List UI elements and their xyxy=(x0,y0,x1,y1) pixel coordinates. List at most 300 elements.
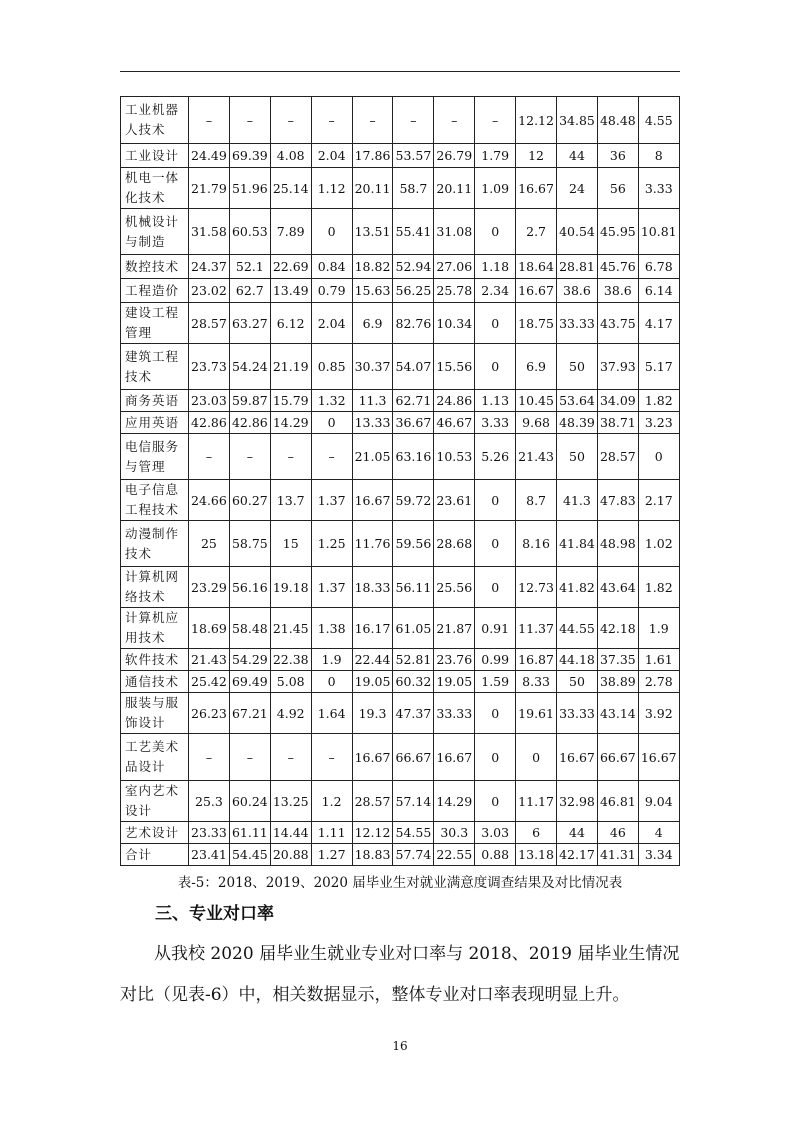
value-cell: 1.59 xyxy=(475,671,516,693)
value-cell: 8.7 xyxy=(516,480,557,521)
value-cell: 69.49 xyxy=(229,671,270,693)
table-row xyxy=(121,521,680,567)
value-cell: 8.33 xyxy=(516,671,557,693)
value-cell: 4.92 xyxy=(270,693,311,734)
value-cell: 53.64 xyxy=(557,390,598,412)
value-cell: 19.61 xyxy=(516,693,557,734)
table-row xyxy=(121,168,680,209)
major-name-cell: 机械设计与制造 xyxy=(121,209,189,255)
table-row xyxy=(121,844,680,866)
value-cell: 14.29 xyxy=(270,412,311,434)
value-cell: 56.25 xyxy=(393,279,434,303)
value-cell: 38.71 xyxy=(597,412,638,434)
value-cell: 25.78 xyxy=(434,279,475,303)
value-cell: 1.37 xyxy=(311,567,352,608)
table-row xyxy=(121,822,680,844)
value-cell: – xyxy=(270,434,311,480)
value-cell: 25.14 xyxy=(270,168,311,209)
value-cell: 42.17 xyxy=(557,844,598,866)
value-cell: 50 xyxy=(557,434,598,480)
value-cell: 23.61 xyxy=(434,480,475,521)
table-row xyxy=(121,434,680,480)
major-name-cell: 软件技术 xyxy=(121,649,189,671)
value-cell: 1.02 xyxy=(638,521,679,567)
value-cell: 37.93 xyxy=(597,344,638,390)
value-cell: 3.33 xyxy=(475,412,516,434)
table-row xyxy=(121,344,680,390)
value-cell: 1.25 xyxy=(311,521,352,567)
value-cell: 18.33 xyxy=(352,567,393,608)
value-cell: 50 xyxy=(557,344,598,390)
table-caption: 表-5：2018、2019、2020 届毕业生对就业满意度调查结果及对比情况表 xyxy=(177,875,623,891)
value-cell: 45.95 xyxy=(597,209,638,255)
major-name-cell: 机电一体化技术 xyxy=(121,168,189,209)
value-cell: 36 xyxy=(597,144,638,168)
table-row xyxy=(121,390,680,412)
header-rule xyxy=(120,71,680,72)
table-row xyxy=(121,734,680,781)
value-cell: 56.11 xyxy=(393,567,434,608)
value-cell: 60.27 xyxy=(229,480,270,521)
value-cell: 23.33 xyxy=(189,822,230,844)
value-cell: – xyxy=(229,97,270,144)
value-cell: 28.68 xyxy=(434,521,475,567)
table-row xyxy=(121,303,680,344)
value-cell: 31.58 xyxy=(189,209,230,255)
value-cell: 57.14 xyxy=(393,781,434,822)
value-cell: 3.34 xyxy=(638,844,679,866)
value-cell: 1.38 xyxy=(311,608,352,649)
value-cell: 10.81 xyxy=(638,209,679,255)
value-cell: 2.78 xyxy=(638,671,679,693)
major-name-cell: 工业设计 xyxy=(121,144,189,168)
table-row xyxy=(121,671,680,693)
table-row xyxy=(121,480,680,521)
value-cell: 33.33 xyxy=(434,693,475,734)
value-cell: 33.33 xyxy=(557,693,598,734)
value-cell: 38.6 xyxy=(597,279,638,303)
major-name-cell: 室内艺术设计 xyxy=(121,781,189,822)
value-cell: 28.57 xyxy=(352,781,393,822)
value-cell: 1.9 xyxy=(638,608,679,649)
value-cell: 54.45 xyxy=(229,844,270,866)
value-cell: 16.67 xyxy=(352,734,393,781)
value-cell: 21.45 xyxy=(270,608,311,649)
major-name-cell: 通信技术 xyxy=(121,671,189,693)
value-cell: 6.12 xyxy=(270,303,311,344)
value-cell: 14.29 xyxy=(434,781,475,822)
value-cell: 57.74 xyxy=(393,844,434,866)
major-name-cell: 数控技术 xyxy=(121,255,189,279)
value-cell: 1.61 xyxy=(638,649,679,671)
value-cell: 54.24 xyxy=(229,344,270,390)
value-cell: 25.42 xyxy=(189,671,230,693)
value-cell: 9.68 xyxy=(516,412,557,434)
value-cell: 1.64 xyxy=(311,693,352,734)
value-cell: 63.16 xyxy=(393,434,434,480)
value-cell: 18.69 xyxy=(189,608,230,649)
value-cell: 0 xyxy=(475,567,516,608)
value-cell: 3.23 xyxy=(638,412,679,434)
value-cell: 6.9 xyxy=(352,303,393,344)
value-cell: 41.31 xyxy=(597,844,638,866)
major-name-cell: 合计 xyxy=(121,844,189,866)
value-cell: 11.76 xyxy=(352,521,393,567)
value-cell: 8 xyxy=(638,144,679,168)
value-cell: – xyxy=(270,97,311,144)
value-cell: – xyxy=(311,97,352,144)
value-cell: 36.67 xyxy=(393,412,434,434)
table-row xyxy=(121,412,680,434)
value-cell: 5.26 xyxy=(475,434,516,480)
value-cell: 28.81 xyxy=(557,255,598,279)
value-cell: 20.11 xyxy=(352,168,393,209)
value-cell: 1.2 xyxy=(311,781,352,822)
value-cell: 0.99 xyxy=(475,649,516,671)
value-cell: 60.24 xyxy=(229,781,270,822)
value-cell: 32.98 xyxy=(557,781,598,822)
value-cell: 27.06 xyxy=(434,255,475,279)
value-cell: 48.39 xyxy=(557,412,598,434)
value-cell: 0 xyxy=(516,734,557,781)
value-cell: 1.27 xyxy=(311,844,352,866)
value-cell: 22.38 xyxy=(270,649,311,671)
value-cell: 17.86 xyxy=(352,144,393,168)
value-cell: 23.29 xyxy=(189,567,230,608)
value-cell: 11.37 xyxy=(516,608,557,649)
table-row xyxy=(121,649,680,671)
value-cell: 0 xyxy=(638,434,679,480)
value-cell: 4.08 xyxy=(270,144,311,168)
value-cell: 1.82 xyxy=(638,567,679,608)
value-cell: 46 xyxy=(597,822,638,844)
value-cell: 28.57 xyxy=(597,434,638,480)
value-cell: 45.76 xyxy=(597,255,638,279)
value-cell: 0.85 xyxy=(311,344,352,390)
value-cell: 1.09 xyxy=(475,168,516,209)
value-cell: 44.55 xyxy=(557,608,598,649)
value-cell: 2.17 xyxy=(638,480,679,521)
value-cell: 56.16 xyxy=(229,567,270,608)
value-cell: 0 xyxy=(311,412,352,434)
major-name-cell: 工程造价 xyxy=(121,279,189,303)
value-cell: 30.3 xyxy=(434,822,475,844)
value-cell: 23.76 xyxy=(434,649,475,671)
value-cell: 54.29 xyxy=(229,649,270,671)
value-cell: 1.13 xyxy=(475,390,516,412)
value-cell: 15.56 xyxy=(434,344,475,390)
page-number: 16 xyxy=(392,1039,408,1053)
value-cell: 3.03 xyxy=(475,822,516,844)
value-cell: 42.18 xyxy=(597,608,638,649)
value-cell: 12.12 xyxy=(516,97,557,144)
value-cell: 2.34 xyxy=(475,279,516,303)
value-cell: 6.78 xyxy=(638,255,679,279)
value-cell: 26.79 xyxy=(434,144,475,168)
major-name-cell: 工业机器人技术 xyxy=(121,97,189,144)
value-cell: 1.11 xyxy=(311,822,352,844)
value-cell: 62.71 xyxy=(393,390,434,412)
value-cell: 0 xyxy=(475,781,516,822)
value-cell: 21.19 xyxy=(270,344,311,390)
value-cell: 41.82 xyxy=(557,567,598,608)
value-cell: 6 xyxy=(516,822,557,844)
value-cell: 13.18 xyxy=(516,844,557,866)
value-cell: 44 xyxy=(557,822,598,844)
value-cell: 24.37 xyxy=(189,255,230,279)
value-cell: 19.05 xyxy=(434,671,475,693)
value-cell: 5.08 xyxy=(270,671,311,693)
value-cell: 13.33 xyxy=(352,412,393,434)
value-cell: – xyxy=(393,97,434,144)
value-cell: 24.66 xyxy=(189,480,230,521)
major-name-cell: 艺术设计 xyxy=(121,822,189,844)
value-cell: 66.67 xyxy=(597,734,638,781)
value-cell: 16.67 xyxy=(434,734,475,781)
value-cell: 21.87 xyxy=(434,608,475,649)
value-cell: 1.12 xyxy=(311,168,352,209)
value-cell: 21.79 xyxy=(189,168,230,209)
value-cell: 63.27 xyxy=(229,303,270,344)
value-cell: 2.04 xyxy=(311,303,352,344)
value-cell: 16.67 xyxy=(516,279,557,303)
value-cell: 22.44 xyxy=(352,649,393,671)
value-cell: 82.76 xyxy=(393,303,434,344)
major-name-cell: 建筑工程技术 xyxy=(121,344,189,390)
value-cell: 11.3 xyxy=(352,390,393,412)
value-cell: 19.3 xyxy=(352,693,393,734)
value-cell: 31.08 xyxy=(434,209,475,255)
satisfaction-table xyxy=(120,96,680,866)
value-cell: 0 xyxy=(475,734,516,781)
value-cell: 51.96 xyxy=(229,168,270,209)
value-cell: 26.23 xyxy=(189,693,230,734)
value-cell: – xyxy=(352,97,393,144)
value-cell: 59.56 xyxy=(393,521,434,567)
value-cell: 55.41 xyxy=(393,209,434,255)
value-cell: 0 xyxy=(311,209,352,255)
value-cell: 0 xyxy=(475,480,516,521)
value-cell: 43.64 xyxy=(597,567,638,608)
value-cell: 50 xyxy=(557,671,598,693)
value-cell: – xyxy=(475,97,516,144)
value-cell: 28.57 xyxy=(189,303,230,344)
value-cell: 25.3 xyxy=(189,781,230,822)
value-cell: 9.04 xyxy=(638,781,679,822)
value-cell: 23.02 xyxy=(189,279,230,303)
value-cell: 4.55 xyxy=(638,97,679,144)
major-name-cell: 建设工程管理 xyxy=(121,303,189,344)
value-cell: 1.79 xyxy=(475,144,516,168)
value-cell: 48.48 xyxy=(597,97,638,144)
value-cell: 16.67 xyxy=(638,734,679,781)
value-cell: 34.09 xyxy=(597,390,638,412)
value-cell: 43.14 xyxy=(597,693,638,734)
value-cell: – xyxy=(229,434,270,480)
value-cell: 38.89 xyxy=(597,671,638,693)
value-cell: 0.88 xyxy=(475,844,516,866)
table-row xyxy=(121,567,680,608)
table-row xyxy=(121,209,680,255)
value-cell: 16.67 xyxy=(352,480,393,521)
value-cell: 13.49 xyxy=(270,279,311,303)
value-cell: 24.49 xyxy=(189,144,230,168)
value-cell: 18.82 xyxy=(352,255,393,279)
value-cell: 1.32 xyxy=(311,390,352,412)
value-cell: 43.75 xyxy=(597,303,638,344)
value-cell: – xyxy=(311,734,352,781)
value-cell: 20.11 xyxy=(434,168,475,209)
table-row xyxy=(121,97,680,144)
value-cell: 1.37 xyxy=(311,480,352,521)
value-cell: 12.12 xyxy=(352,822,393,844)
value-cell: 0.91 xyxy=(475,608,516,649)
value-cell: 47.83 xyxy=(597,480,638,521)
major-name-cell: 服装与服饰设计 xyxy=(121,693,189,734)
value-cell: 41.3 xyxy=(557,480,598,521)
value-cell: 7.89 xyxy=(270,209,311,255)
value-cell: 15 xyxy=(270,521,311,567)
value-cell: 0 xyxy=(475,693,516,734)
value-cell: 40.54 xyxy=(557,209,598,255)
value-cell: 59.72 xyxy=(393,480,434,521)
table-row xyxy=(121,255,680,279)
value-cell: 42.86 xyxy=(229,412,270,434)
value-cell: 15.79 xyxy=(270,390,311,412)
value-cell: 66.67 xyxy=(393,734,434,781)
value-cell: 10.45 xyxy=(516,390,557,412)
value-cell: 19.18 xyxy=(270,567,311,608)
value-cell: 42.86 xyxy=(189,412,230,434)
value-cell: 4.17 xyxy=(638,303,679,344)
major-name-cell: 计算机应用技术 xyxy=(121,608,189,649)
value-cell: 25.56 xyxy=(434,567,475,608)
value-cell: 10.34 xyxy=(434,303,475,344)
value-cell: 21.43 xyxy=(516,434,557,480)
value-cell: 52.81 xyxy=(393,649,434,671)
value-cell: 62.7 xyxy=(229,279,270,303)
value-cell: 47.37 xyxy=(393,693,434,734)
value-cell: 0 xyxy=(475,344,516,390)
value-cell: 0.79 xyxy=(311,279,352,303)
value-cell: 59.87 xyxy=(229,390,270,412)
value-cell: 61.05 xyxy=(393,608,434,649)
major-name-cell: 商务英语 xyxy=(121,390,189,412)
value-cell: 46.67 xyxy=(434,412,475,434)
value-cell: 16.87 xyxy=(516,649,557,671)
value-cell: 15.63 xyxy=(352,279,393,303)
value-cell: 56 xyxy=(597,168,638,209)
value-cell: 21.43 xyxy=(189,649,230,671)
table-row xyxy=(121,279,680,303)
value-cell: 1.82 xyxy=(638,390,679,412)
value-cell: 23.73 xyxy=(189,344,230,390)
value-cell: 13.7 xyxy=(270,480,311,521)
major-name-cell: 应用英语 xyxy=(121,412,189,434)
value-cell: 13.51 xyxy=(352,209,393,255)
value-cell: 10.53 xyxy=(434,434,475,480)
value-cell: 58.48 xyxy=(229,608,270,649)
value-cell: 3.92 xyxy=(638,693,679,734)
value-cell: 23.03 xyxy=(189,390,230,412)
value-cell: 0 xyxy=(311,671,352,693)
value-cell: 18.83 xyxy=(352,844,393,866)
value-cell: – xyxy=(189,434,230,480)
value-cell: 3.33 xyxy=(638,168,679,209)
value-cell: 20.88 xyxy=(270,844,311,866)
value-cell: 22.69 xyxy=(270,255,311,279)
value-cell: 4 xyxy=(638,822,679,844)
value-cell: 21.05 xyxy=(352,434,393,480)
value-cell: 52.94 xyxy=(393,255,434,279)
value-cell: 54.07 xyxy=(393,344,434,390)
value-cell: – xyxy=(434,97,475,144)
value-cell: 25 xyxy=(189,521,230,567)
value-cell: 19.05 xyxy=(352,671,393,693)
value-cell: 11.17 xyxy=(516,781,557,822)
value-cell: 6.9 xyxy=(516,344,557,390)
value-cell: 53.57 xyxy=(393,144,434,168)
value-cell: 60.53 xyxy=(229,209,270,255)
value-cell: 18.64 xyxy=(516,255,557,279)
value-cell: – xyxy=(229,734,270,781)
value-cell: 58.7 xyxy=(393,168,434,209)
value-cell: 44 xyxy=(557,144,598,168)
value-cell: 37.35 xyxy=(597,649,638,671)
value-cell: 18.75 xyxy=(516,303,557,344)
value-cell: 16.67 xyxy=(516,168,557,209)
value-cell: 2.7 xyxy=(516,209,557,255)
value-cell: 1.9 xyxy=(311,649,352,671)
value-cell: 5.17 xyxy=(638,344,679,390)
value-cell: 0 xyxy=(475,303,516,344)
table-row xyxy=(121,781,680,822)
value-cell: – xyxy=(311,434,352,480)
body-paragraph: 从我校 2020 届毕业生就业专业对口率与 2018、2019 届毕业生情况对比（见表-6）中，相关数据显示，整体专业对口率表现明显上升。 xyxy=(120,944,680,1005)
value-cell: 24 xyxy=(557,168,598,209)
value-cell: 69.39 xyxy=(229,144,270,168)
value-cell: 41.84 xyxy=(557,521,598,567)
value-cell: 67.21 xyxy=(229,693,270,734)
value-cell: 1.18 xyxy=(475,255,516,279)
value-cell: 23.41 xyxy=(189,844,230,866)
value-cell: 2.04 xyxy=(311,144,352,168)
value-cell: – xyxy=(189,734,230,781)
value-cell: 8.16 xyxy=(516,521,557,567)
table-row xyxy=(121,693,680,734)
value-cell: 46.81 xyxy=(597,781,638,822)
value-cell: 12 xyxy=(516,144,557,168)
value-cell: 24.86 xyxy=(434,390,475,412)
value-cell: – xyxy=(270,734,311,781)
value-cell: 61.11 xyxy=(229,822,270,844)
value-cell: 52.1 xyxy=(229,255,270,279)
value-cell: – xyxy=(189,97,230,144)
value-cell: 0 xyxy=(475,521,516,567)
value-cell: 44.18 xyxy=(557,649,598,671)
value-cell: 6.14 xyxy=(638,279,679,303)
table-row xyxy=(121,608,680,649)
value-cell: 13.25 xyxy=(270,781,311,822)
value-cell: 30.37 xyxy=(352,344,393,390)
value-cell: 48.98 xyxy=(597,521,638,567)
value-cell: 58.75 xyxy=(229,521,270,567)
value-cell: 12.73 xyxy=(516,567,557,608)
major-name-cell: 动漫制作技术 xyxy=(121,521,189,567)
value-cell: 38.6 xyxy=(557,279,598,303)
value-cell: 60.32 xyxy=(393,671,434,693)
value-cell: 34.85 xyxy=(557,97,598,144)
